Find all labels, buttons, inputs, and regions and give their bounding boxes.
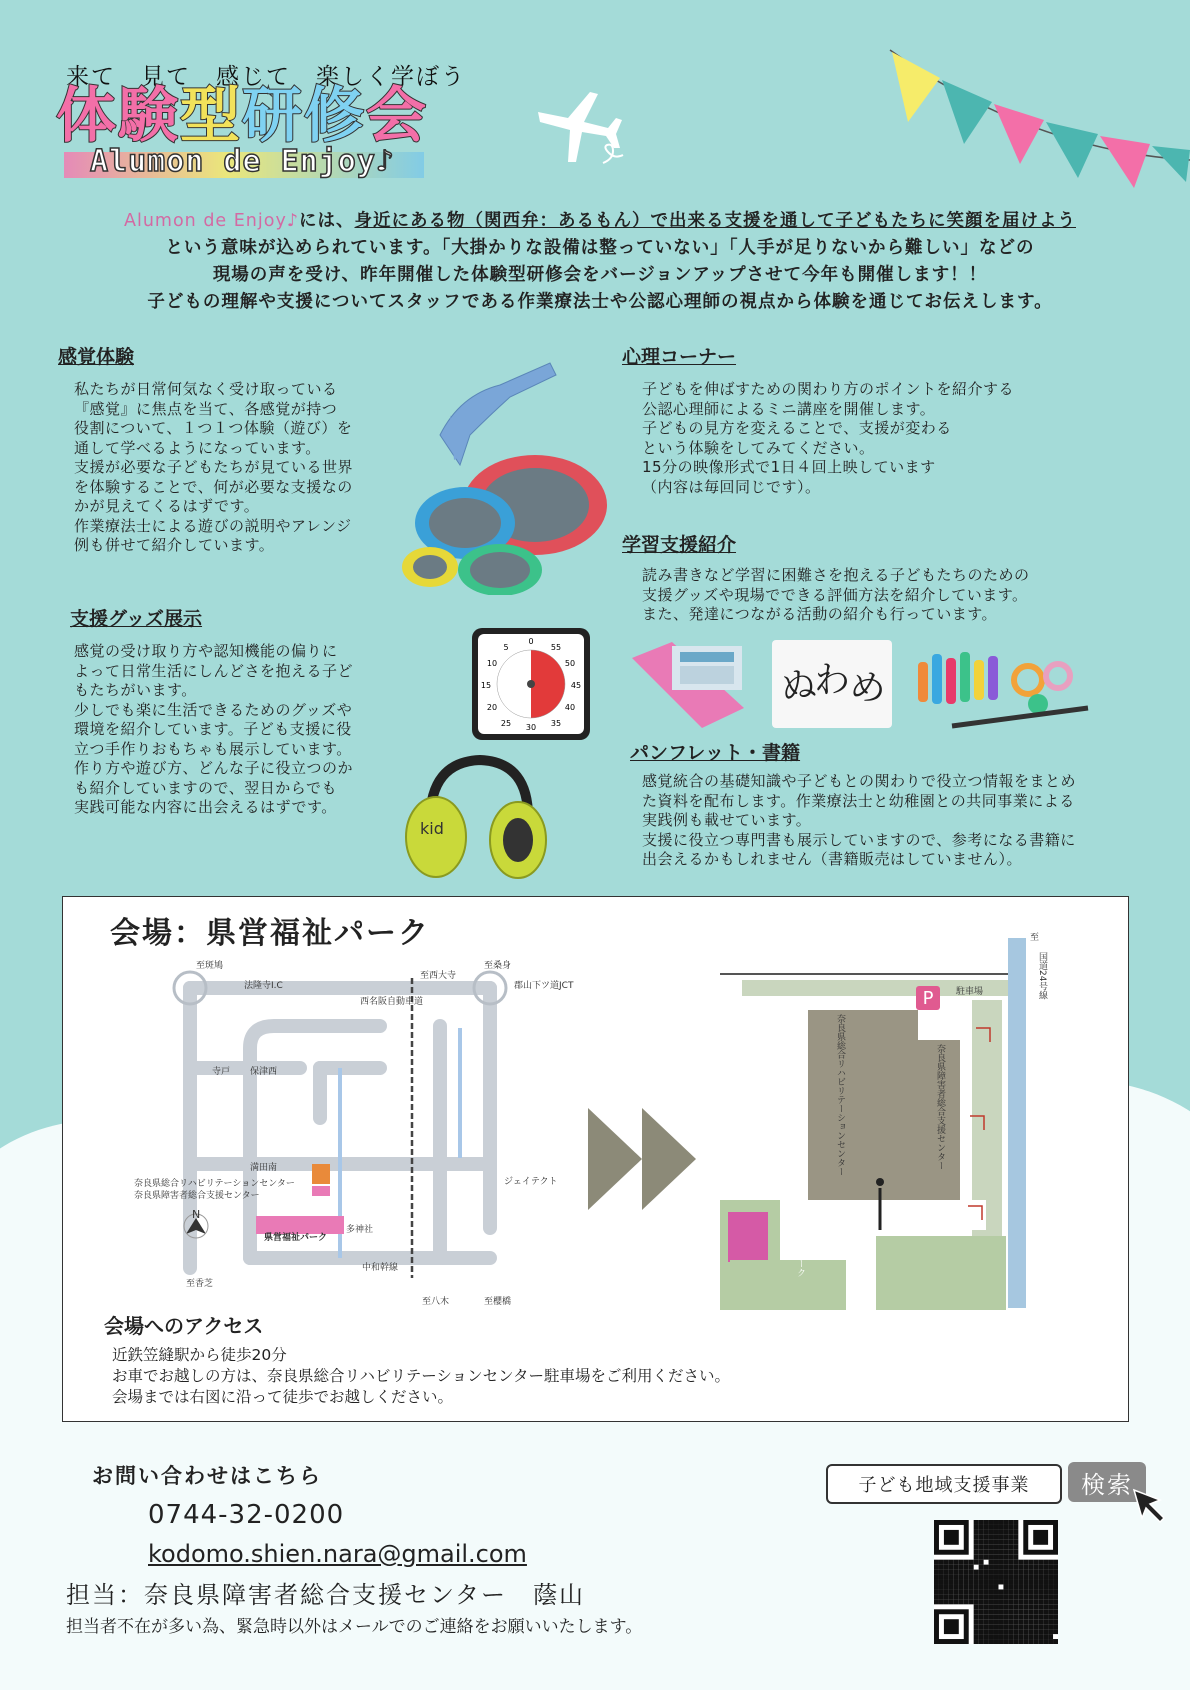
area-map	[170, 958, 570, 1306]
sensory-heading: 感覚体験	[58, 346, 135, 368]
timer-tick-label: 35	[550, 719, 562, 728]
card-glyph: め	[847, 666, 888, 711]
psych-heading: 心理コーナー	[622, 346, 737, 368]
map-label: 西名阪自動車道	[360, 997, 424, 1007]
learning-line: 支援グッズや現場でできる評価方法を紹介しています。	[642, 585, 1028, 604]
psych-line: 公認心理師によるミニ講座を開催します。	[642, 399, 936, 418]
svg-text:kid: kid	[420, 819, 444, 838]
intro-line-1b: 身近にある物（関西弁：あるもん）で出来る支援を通して子どもたちに笑顔を届けよう	[354, 211, 1076, 231]
map-label: 中和幹線	[362, 1263, 399, 1273]
email-link[interactable]: kodomo.shien.nara@gmail.com	[148, 1540, 527, 1568]
map-label: 奈良県総合リハビリテーションセンター	[134, 1179, 295, 1189]
goods-line: 感覚の受け取り方や認知機能の偏りに	[74, 642, 338, 660]
goods-line: もたちがいます。	[74, 681, 197, 699]
sensory-line: かが見えてくるはずです。	[74, 497, 260, 515]
access-heading: 会場へのアクセス	[104, 1314, 264, 1338]
direction-arrows-icon	[586, 1106, 706, 1212]
access-line: 近鉄笠縫駅から徒歩20分	[112, 1346, 287, 1364]
sensory-body	[74, 380, 353, 556]
timer-tick-label: 30	[525, 723, 537, 732]
map-label: 法隆寺I.C	[244, 981, 283, 991]
goods-body	[74, 642, 353, 818]
glove-trampoline-illustration	[400, 355, 610, 595]
intro-line-1a: には、	[299, 211, 355, 231]
pamphlet-line: 支援に役立つ専門書も展示していますので、参考になる書籍に	[642, 830, 1076, 849]
search-input[interactable]: 子ども地域支援事業	[826, 1464, 1062, 1504]
map-label: 駐車場	[956, 987, 984, 997]
pamphlet-body	[642, 772, 1076, 870]
pamphlet-line: 感覚統合の基礎知識や子どもとの関わりで役立つ情報をまとめ	[642, 772, 1077, 790]
intro-line-3: 現場の声を受け、昨年開催した体験型研修会をバージョンアップさせて今年も開催します！！	[212, 265, 988, 285]
map-label: 寺戸	[212, 1067, 231, 1077]
timer-illustration	[472, 628, 590, 740]
subtitle: Alumon de Enjoy♪	[90, 144, 395, 179]
reading-guide-illustration	[628, 638, 746, 730]
map-label: 県営福祉パーク	[795, 1214, 805, 1277]
timer-tick-label: 20	[486, 703, 498, 712]
map-label: 至香芝	[186, 1279, 214, 1289]
map-label: 奈良県障害者総合支援センター	[935, 1044, 945, 1170]
cursor-arrow-icon	[1130, 1486, 1170, 1526]
map-label: 至八木	[422, 1297, 450, 1307]
site-map	[720, 930, 1060, 1310]
title-char: 型	[180, 81, 242, 151]
venue-title: 会場：県営福祉パーク	[110, 916, 430, 951]
timer-tick-label: 10	[486, 659, 498, 668]
pamphlet-line: 出会えるかもしれません（書籍販売はしていません）。	[642, 850, 1023, 868]
learning-body	[642, 566, 1030, 625]
goods-line: 環境を紹介しています。子ども支援に役	[74, 720, 352, 738]
timer-tick-label: 45	[570, 681, 582, 690]
timer-tick-label: 40	[564, 703, 576, 712]
title-char: 験	[118, 81, 180, 151]
learning-line: 読み書きなど学習に困難さを抱える子どもたちのための	[642, 566, 1030, 584]
timer-tick-label: 5	[503, 643, 509, 652]
tagline: 来て 見て 感じて 楽しく学ぼう	[66, 64, 466, 90]
timer-tick-label: 55	[550, 643, 562, 652]
sensory-line: を体験することで、何が必要な支援なの	[74, 477, 353, 496]
map-label: 奈良県障害者総合支援センター	[134, 1191, 260, 1201]
access-body	[112, 1345, 730, 1408]
title-char: 研	[242, 81, 304, 151]
timer-tick-label: 25	[500, 719, 512, 728]
contact-heading: お問い合わせはこちら	[92, 1464, 322, 1488]
map-label: 至	[1030, 933, 1040, 943]
page-title	[56, 81, 428, 151]
map-label: 至斑鳩	[196, 961, 224, 971]
intro-line-2: という意味が込められています。「大掛かりな設備は整っていない」「人手が足りないから難しい」などの	[165, 238, 1035, 258]
psych-line: 子どもを伸ばすための関わり方のポイントを紹介する	[642, 380, 1015, 398]
access-line: お車でお越しの方は、奈良県総合リハビリテーションセンター駐車場をご利用ください。	[112, 1367, 730, 1385]
timer-tick-label: 15	[480, 681, 492, 690]
pamphlet-line: た資料を配布します。作業療法士と幼稚園との共同事業による	[642, 791, 1075, 810]
pamphlet-line: 実践例も載せています。	[642, 811, 812, 829]
psych-line: 15分の映像形式で1日４回上映しています	[642, 458, 936, 476]
map-label: 奈良県総合リハビリテーションセンター	[835, 1014, 845, 1176]
swirl-icon	[598, 138, 628, 168]
timer-tick-label: 0	[528, 637, 534, 646]
search-button[interactable]: 検索	[1068, 1462, 1146, 1502]
intro-line-1	[60, 208, 1140, 235]
title-char: 修	[304, 81, 366, 151]
psych-line: という体験をしてみてください。	[642, 438, 875, 457]
learning-line: また、発達につながる活動の紹介も行っています。	[642, 605, 998, 623]
sensory-line: 通して学べるようになっています。	[74, 438, 321, 457]
map-label: 国道24号線	[1037, 952, 1047, 1000]
sensory-line: 私たちが日常何気なく受け取っている	[74, 380, 338, 398]
earmuffs-illustration	[400, 752, 550, 882]
phone-number[interactable]: 0744-32-0200	[148, 1500, 345, 1530]
contact-person: 担当：奈良県障害者総合支援センター 蔭山	[66, 1581, 586, 1609]
intro-text	[60, 208, 1140, 316]
bunting-icon	[880, 40, 1190, 220]
map-label: 至櫻橋	[484, 1297, 512, 1307]
timer-tick-label: 50	[564, 659, 576, 668]
intro-line-4: 子どもの理解や支援についてスタッフである作業療法士や公認心理師の視点から体験を通じてお伝えします。	[147, 292, 1053, 312]
brand-name: Alumon de Enjoy♪	[123, 211, 299, 231]
sensory-line: 支援が必要な子どもたちが見ている世界	[74, 458, 354, 476]
goods-line: よって日常生活にしんどさを抱える子ど	[74, 661, 354, 680]
sensory-line: 例も併せて紹介しています。	[74, 536, 275, 554]
goods-heading: 支援グッズ展示	[70, 608, 203, 630]
sensory-line: 『感覚』に焦点を当て、各感覚が持つ	[74, 399, 338, 418]
card-glyph: わ	[814, 660, 851, 701]
compass-n-label: N	[192, 1208, 201, 1221]
map-label: 多神社	[346, 1225, 374, 1235]
pencil-grips-illustration	[912, 640, 1092, 740]
title-char: 体	[56, 81, 118, 151]
sensory-line: 作業療法士による遊びの説明やアレンジ	[74, 516, 352, 535]
map-label: 至桑身	[484, 961, 512, 971]
map-label: ジェイテクト	[504, 1177, 558, 1187]
goods-line: 実践可能な内容に出会えるはずです。	[74, 798, 337, 816]
goods-line: 少しでも楽に生活できるためのグッズや	[74, 700, 353, 719]
map-label: 郡山下ツ道JCT	[514, 981, 574, 991]
contact-note: 担当者不在が多い為、緊急時以外はメールでのご連絡をお願いいたします。	[66, 1617, 643, 1637]
psych-body	[642, 380, 1014, 497]
map-label: 満田南	[250, 1163, 278, 1173]
goods-line: 立つ手作りおもちゃも展示しています。	[74, 739, 352, 758]
learning-heading: 学習支援紹介	[622, 534, 737, 556]
qr-code	[934, 1520, 1058, 1644]
psych-line: 子どもの見方を変えることで、支援が変わる	[642, 419, 952, 437]
timer-face-icon	[472, 628, 590, 740]
psych-line: （内容は毎回同じです）。	[642, 477, 821, 496]
map-label: 県営福祉パーク	[264, 1233, 328, 1243]
pamphlet-heading: パンフレット・書籍	[630, 742, 801, 764]
card-glyph: ぬ	[777, 663, 820, 710]
goods-line: 作り方や遊び方、どんな子に役立つのか	[74, 759, 354, 777]
map-label: 保津西	[250, 1067, 278, 1077]
map-label: 至西大寺	[420, 971, 457, 981]
goods-line: も紹介していますので、翌日からでも	[74, 778, 338, 797]
title-char: 会	[366, 81, 428, 151]
sensory-line: 役割について、１つ１つ体験（遊び）を	[74, 419, 353, 437]
svg-text:P: P	[922, 988, 934, 1009]
access-line: 会場までは右図に沿って徒歩でお越しください。	[112, 1388, 454, 1406]
letter-cards-illustration	[772, 640, 892, 728]
